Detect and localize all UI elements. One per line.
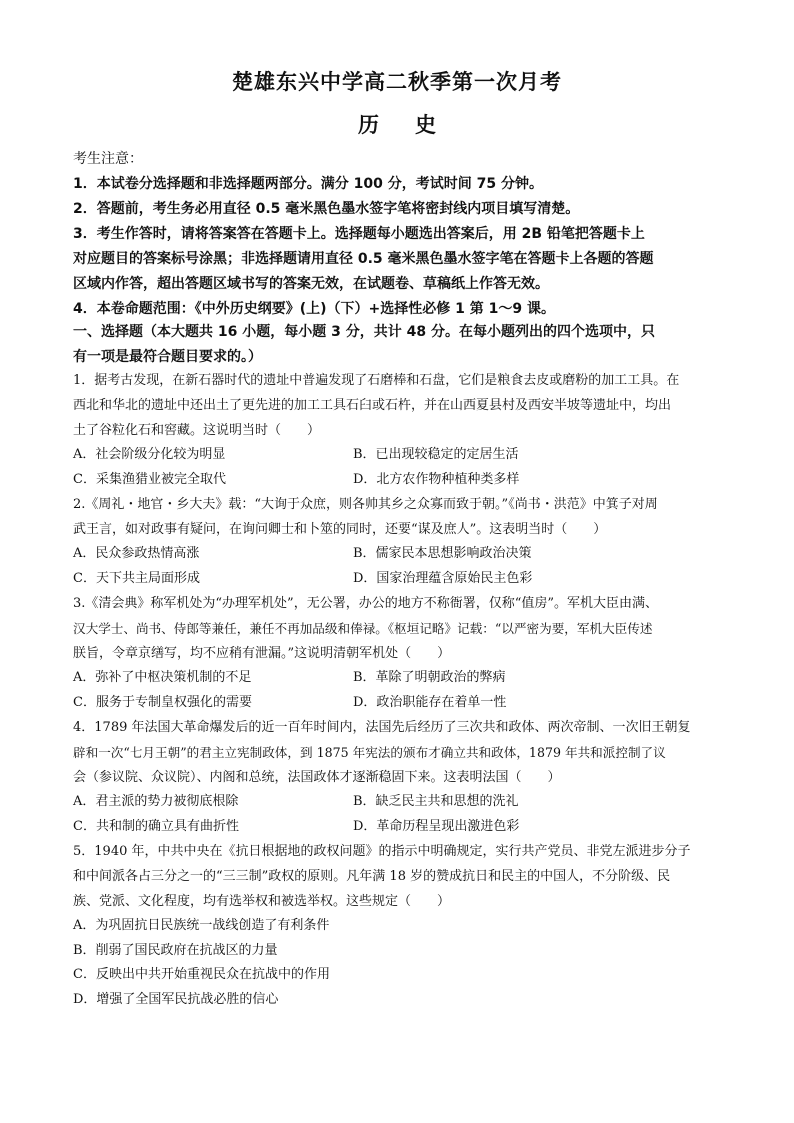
option-a: A．君主派的势力被彻底根除 xyxy=(73,794,239,809)
option-d: D．北方农作物种植种类多样 xyxy=(353,471,520,487)
option-b: B．已出现较稳定的定居生活 xyxy=(353,447,519,462)
option-c: C．反映出中共开始重视民众在抗战中的作用 xyxy=(73,967,330,982)
question-text: 1．据考古发现，在新石器时代的遗址中普遍发现了石磨棒和石盘，它们是粮食去皮或磨粉的加工工具。在 xyxy=(73,373,680,388)
option-a: A．社会阶级分化较为明显 xyxy=(73,447,226,462)
question-text: 族、党派、文化程度，均有选举权和被选举权。这些规定（ ） xyxy=(73,894,451,909)
question-4 xyxy=(73,715,733,839)
notice-item: 对应题目的答案标号涂黑；非选择题请用直径 0.5 毫米黑色墨水签字笔在答题卡上各题的答题 xyxy=(73,251,654,267)
option-c: C．天下共主局面形成 xyxy=(73,570,200,586)
question-2 xyxy=(73,492,733,591)
option-d: D．增强了全国军民抗战必胜的信心 xyxy=(73,991,279,1007)
option-a: A．为巩固抗日民族统一战线创造了有利条件 xyxy=(73,918,330,933)
option-d: D．国家治理蕴含原始民主色彩 xyxy=(353,570,533,586)
option-row xyxy=(73,443,733,468)
option-d: D．政治职能存在着单一性 xyxy=(353,694,507,710)
question-text: 3.《清会典》称军机处为“办理军机处”，无公署，办公的地方不称衙署，仅称“值房”。军机大臣由满、 xyxy=(73,596,658,611)
question-text: 2.《周礼・地官・乡大夫》载：“大询于众庶，则各帅其乡之众寡而致于朝。”《尚书・洪范》中箕子对周 xyxy=(73,497,658,512)
option-row xyxy=(73,790,733,815)
option-a: A．弥补了中枢决策机制的不足 xyxy=(73,670,252,685)
option-b: B．削弱了国民政府在抗战区的力量 xyxy=(73,942,278,958)
option-row xyxy=(73,567,733,592)
question-list xyxy=(73,368,733,1012)
option-a: A．民众参政热情高涨 xyxy=(73,546,200,561)
notice-item: 1．本试卷分选择题和非选择题两部分。满分 100 分，考试时间 75 分钟。 xyxy=(73,176,543,192)
question-text: 和中间派各占三分之一的“三三制”政权的原则。凡年满 18 岁的赞成抗日和民主的中国人，不分阶级、民 xyxy=(73,869,671,884)
question-text: 辟和一次“七月王朝”的君主立宪制政体，到 1875 年宪法的颁布才确立共和政体，1879 年共和派控制了议 xyxy=(73,745,666,760)
notice-heading: 考生注意： xyxy=(73,151,143,167)
section-heading-line: 一、选择题（本大题共 16 小题，每小题 3 分，共计 48 分。在每小题列出的四个选项中，只 xyxy=(73,324,655,340)
section-heading-line: 有一项是最符合题目要求的。） xyxy=(73,349,262,365)
notice-item: 区域内作答，超出答题区域书写的答案无效，在试题卷、草稿纸上作答无效。 xyxy=(73,276,549,292)
question-text: 5．1940 年，中共中央在《抗日根据地的政权问题》的指示中明确规定，实行共产党员、非党左派进步分子 xyxy=(73,844,691,859)
option-b: B．缺乏民主共和思想的洗礼 xyxy=(353,794,519,809)
option-d: D．革命历程呈现出激进色彩 xyxy=(353,818,520,834)
question-text: 朕旨，令章京缮写，均不应稍有泄漏。”这说明清朝军机处（ ） xyxy=(73,646,451,661)
section-heading xyxy=(73,320,733,370)
option-b: B．儒家民本思想影响政治决策 xyxy=(353,546,532,561)
option-row xyxy=(73,666,733,691)
option-row xyxy=(73,468,733,493)
exam-notice xyxy=(73,147,733,322)
exam-title: 楚雄东兴中学高二秋季第一次月考 xyxy=(232,70,562,94)
question-text: 4．1789 年法国大革命爆发后的近一百年时间内，法国先后经历了三次共和政体、两次帝制、一次旧王朝复 xyxy=(73,720,691,735)
option-row xyxy=(73,691,733,716)
exam-subject: 历史 xyxy=(358,113,472,137)
notice-item: 4．本卷命题范围：《中外历史纲要》(上)（下）+选择性必修 1 第 1～9 课。 xyxy=(73,301,555,317)
option-row xyxy=(73,542,733,567)
question-text: 西北和华北的遗址中还出土了更先进的加工工具石臼或石杵，并在山西夏县村及西安半坡等遗址中，均出 xyxy=(73,398,672,413)
question-5 xyxy=(73,839,733,1012)
notice-item: 2．答题前，考生务必用直径 0.5 毫米黑色墨水签字笔将密封线内项目填写清楚。 xyxy=(73,201,580,217)
question-1 xyxy=(73,368,733,492)
option-b: B．革除了明朝政治的弊病 xyxy=(353,670,506,685)
question-text: 土了谷粒化石和窖藏。这说明当时（ ） xyxy=(73,423,321,438)
question-text: 汉大学士、尚书、侍郎等兼任，兼任不再加品级和俸禄。《枢垣记略》记载：“以严密为要，军机大臣传述 xyxy=(73,621,653,636)
question-3 xyxy=(73,591,733,715)
option-c: C．采集渔猎业被完全取代 xyxy=(73,471,226,487)
option-c: C．服务于专制皇权强化的需要 xyxy=(73,694,252,710)
notice-item: 3．考生作答时，请将答案答在答题卡上。选择题每小题选出答案后，用 2B 铅笔把答题卡上 xyxy=(73,226,645,242)
question-text: 会（参议院、众议院）、内阁和总统，法国政体才逐渐稳固下来。这表明法国（ ） xyxy=(73,770,561,785)
option-row xyxy=(73,815,733,840)
question-text: 武王言，如对政事有疑问，在询问卿士和卜筮的同时，还要“谋及庶人”。这表明当时（ ） xyxy=(73,522,607,537)
option-c: C．共和制的确立具有曲折性 xyxy=(73,818,239,834)
